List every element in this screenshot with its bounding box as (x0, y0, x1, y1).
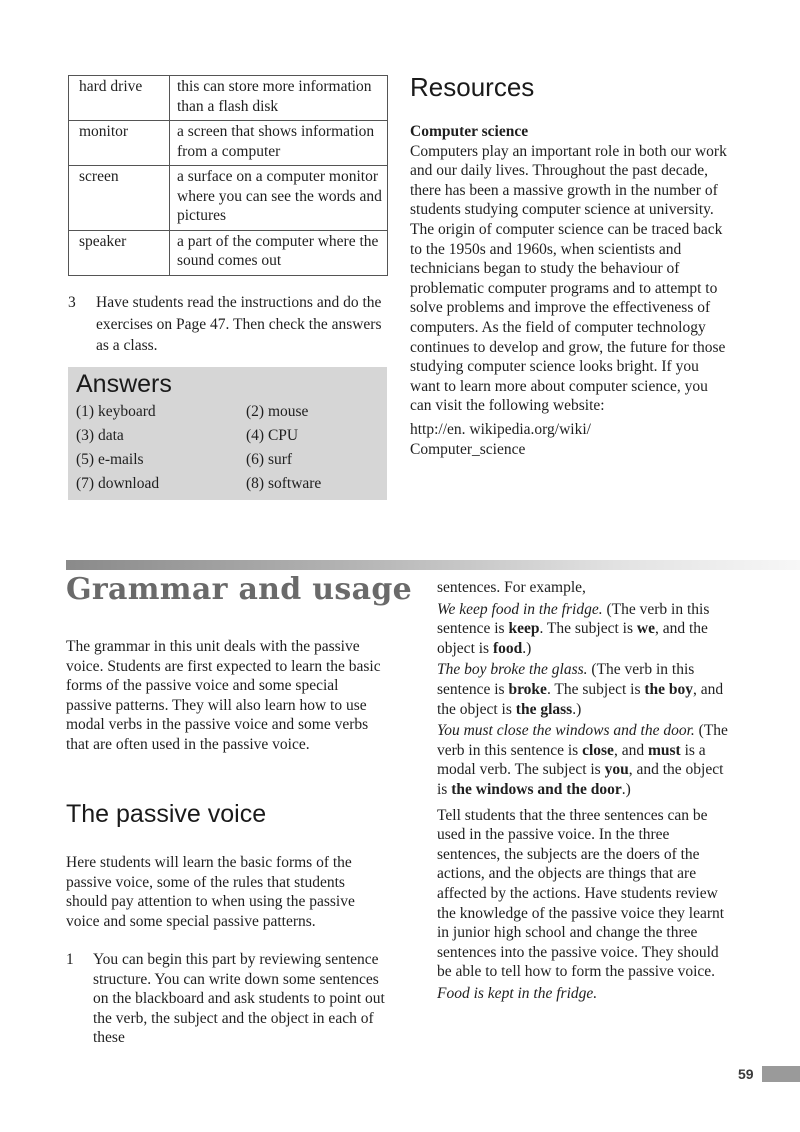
passive-voice-heading: The passive voice (66, 800, 267, 828)
answer-item: (1) keyboard (76, 403, 156, 420)
url-line: http://en. wikipedia.org/wiki/ (410, 420, 591, 438)
example-object: the glass (515, 700, 573, 718)
answer-item: (4) CPU (246, 427, 299, 444)
step-number: 1 (66, 951, 74, 968)
example-subject: you (604, 761, 629, 779)
example-sentence: You must close the windows and the door. (437, 722, 695, 740)
example-verb: close (582, 741, 614, 759)
step-1 (66, 950, 386, 1045)
term-cell: monitor (69, 121, 170, 166)
example-verb: broke (508, 680, 547, 698)
resources-url (410, 420, 730, 459)
step-text: You can begin this part by reviewing sentence structure. You can write down some sentences on the blackboard and ask students to point out the verb, the subject and the object in each of these (93, 951, 385, 1047)
example-text: is a modal verb. The subject is (437, 741, 706, 779)
examples-column (437, 578, 729, 1003)
example-text: .) (621, 780, 631, 798)
example-text: , and the object is (437, 680, 724, 718)
example-sentence: The boy broke the glass. (437, 661, 588, 679)
table-row (69, 76, 388, 121)
resources-heading: Resources (410, 72, 535, 102)
passive-intro: Here students will learn the basic forms of the passive voice, some of the rules that students should pay attention to when using the passive voice and some special passive patterns. (66, 854, 355, 930)
resources-section (410, 122, 730, 459)
page-number-bar (762, 1066, 800, 1082)
definition-cell: a screen that shows information from a computer (170, 121, 388, 166)
answer-item: (6) surf (246, 451, 293, 468)
resources-subheading: Computer science (410, 123, 529, 140)
continuation-text: sentences. For example, (437, 579, 586, 596)
final-example (437, 984, 729, 1004)
example-2 (437, 660, 729, 719)
page-number: 59 (738, 1066, 754, 1082)
term-cell: speaker (69, 230, 170, 275)
example-text: , and the object is (437, 761, 724, 798)
vocabulary-table (68, 75, 388, 276)
answers-title: Answers (76, 370, 172, 398)
step-3 (68, 292, 388, 358)
example-1 (437, 600, 729, 659)
example-3 (437, 721, 729, 799)
term-cell: screen (69, 166, 170, 231)
example-text: . The subject is (539, 620, 637, 638)
definition-cell: a surface on a computer monitor where you can see the words and pictures (170, 166, 388, 231)
answer-item: (7) download (76, 475, 160, 492)
example-text: (The verb in this sentence is (437, 600, 710, 638)
example-subject: we (636, 620, 655, 638)
definition-cell: a part of the computer where the sound comes out (170, 230, 388, 275)
definition-cell: this can store more information than a flash disk (170, 76, 388, 121)
table-row (69, 230, 388, 275)
table-row (69, 166, 388, 231)
section-divider (66, 560, 800, 570)
answer-item: (3) data (76, 427, 124, 444)
example-text: (The verb in this sentence is (437, 722, 728, 759)
example-modal: must (647, 741, 681, 759)
step-number: 3 (68, 294, 76, 311)
answer-item: (2) mouse (246, 403, 309, 420)
example-text: , and the object is (437, 620, 708, 657)
example-verb: keep (508, 620, 540, 638)
url-line: Computer_science (410, 440, 526, 458)
example-sentence: Food is kept in the fridge. (437, 984, 598, 1002)
tell-students-text: Tell students that the three sentences can be used in the passive voice. In the three sentences, the subjects are the doers of the actions, and the objects are things that are affected by the actions. Have students review the knowledge of the passive voice they learnt in junior high school and change the three sentences into the passive voice. They should be able to tell how to form the passive voice. (437, 806, 725, 981)
example-text: . The subject is (546, 680, 645, 698)
example-text: , and (613, 741, 648, 759)
example-text: .) (522, 639, 532, 657)
example-text: (The verb in this sentence is (437, 661, 695, 698)
answers-box (68, 367, 387, 500)
answer-item: (5) e-mails (76, 451, 144, 468)
example-text: .) (572, 700, 582, 718)
grammar-intro: The grammar in this unit deals with the passive voice. Students are first expected to learn the basic forms of the passive voice and some special passive patterns. They will also learn how to use modal verbs in the passive voice and some verbs that are often used in the passive voice. (66, 638, 381, 753)
example-subject: the boy (644, 680, 694, 698)
table-row (69, 121, 388, 166)
grammar-heading: Grammar and usage (66, 572, 413, 607)
step-text: Have students read the instructions and do the exercises on Page 47. Then check the answers as a class. (96, 294, 382, 354)
example-object: the windows and the door (451, 780, 622, 798)
resources-body: Computers play an important role in both our work and our daily lives. Throughout the past decade, there has been a massive growth in the number of students studying computer science at university. The origin of computer science can be traced back to the 1950s and 1960s, when scientists and technicians began to study the behaviour of problematic computer programs and to attempt to solve problems and improve the effectiveness of computers. As the field of computer technology continues to develop and grow, the future for those studying computer science looks bright. If you want to learn more about computer science, you can visit the following website: (410, 142, 727, 415)
example-object: food (492, 639, 523, 657)
example-sentence: We keep food in the fridge. (437, 600, 603, 618)
term-cell: hard drive (69, 76, 170, 121)
answer-item: (8) software (246, 475, 322, 492)
